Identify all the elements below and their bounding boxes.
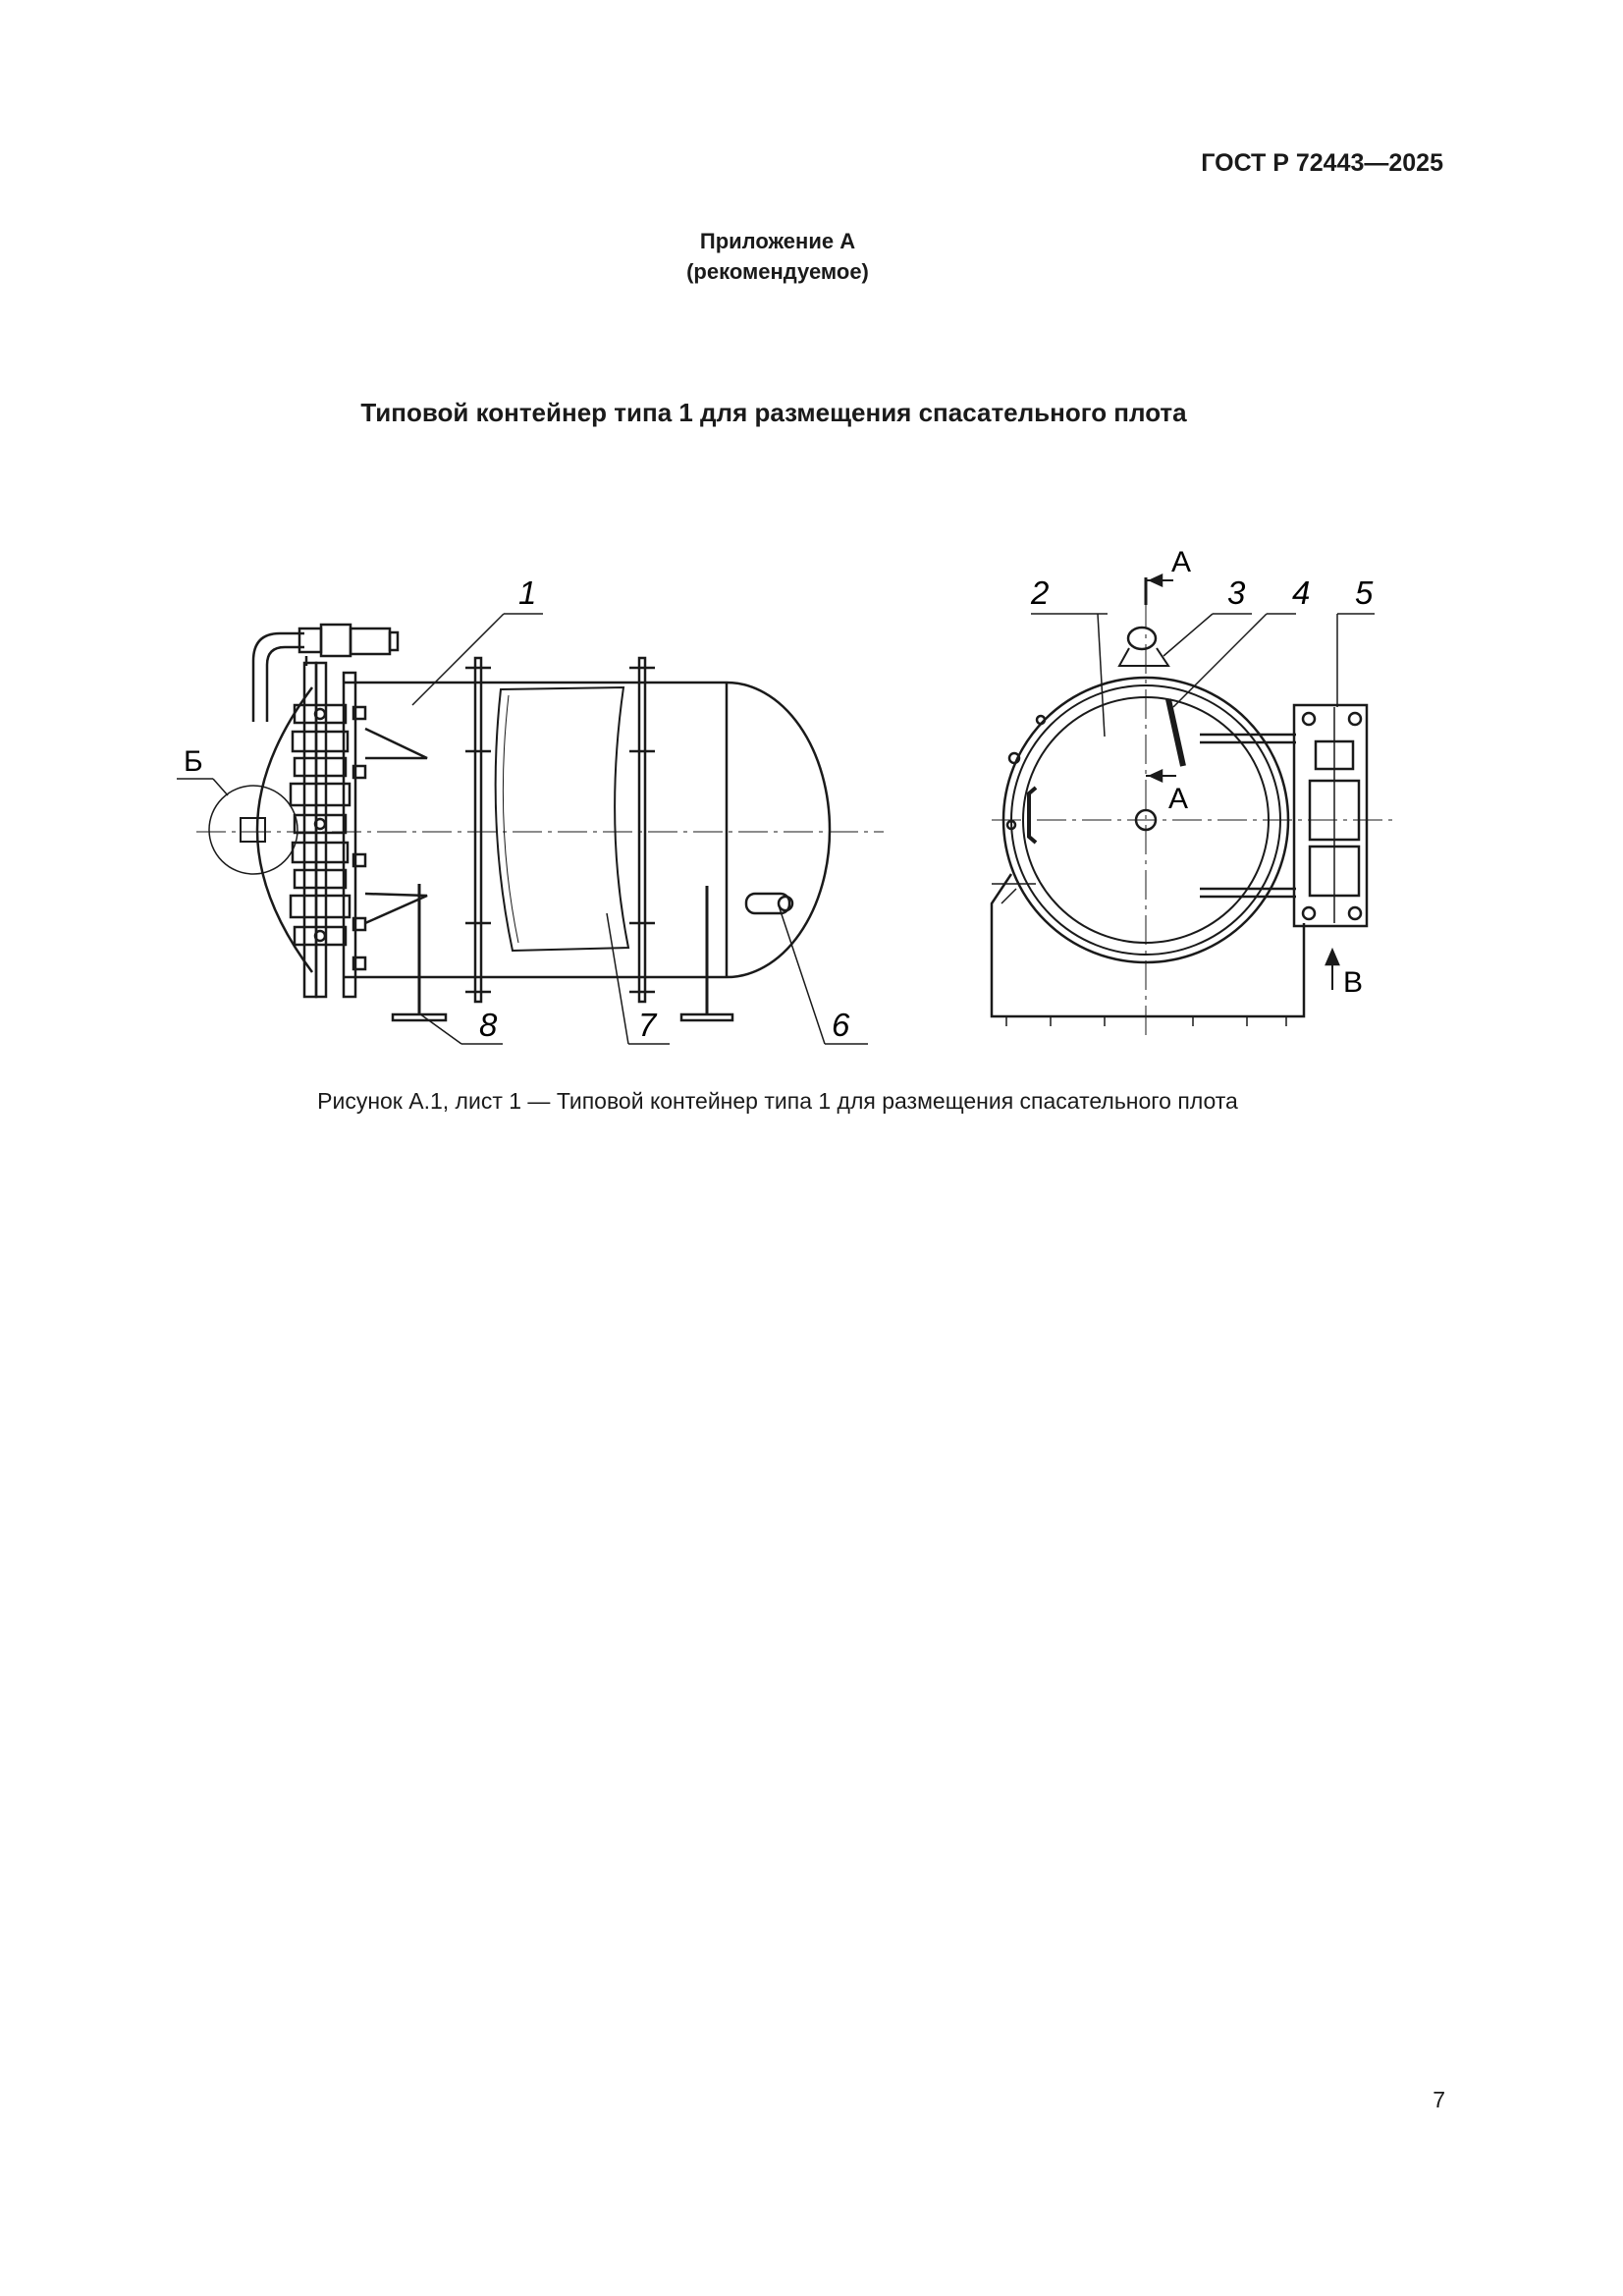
page-number: 7 bbox=[1433, 2087, 1445, 2112]
strap-band-left bbox=[475, 658, 481, 1002]
support-left-foot bbox=[393, 1014, 446, 1020]
pipe-hook-inner bbox=[267, 647, 304, 722]
detail-b-circle bbox=[209, 786, 298, 874]
label-7: 7 bbox=[638, 1007, 657, 1043]
label-4: 4 bbox=[1292, 574, 1311, 611]
upper-bracket bbox=[365, 729, 427, 758]
document-title: Типовой контейнер типа 1 для размещения спасательного плота bbox=[360, 398, 1187, 427]
label-1: 1 bbox=[518, 574, 537, 611]
lifting-eye bbox=[1128, 628, 1156, 649]
label-detail-b: Б bbox=[184, 745, 203, 778]
label-5: 5 bbox=[1355, 574, 1374, 611]
label-2: 2 bbox=[1031, 574, 1050, 611]
pipe-coupling bbox=[351, 629, 390, 654]
figure-caption: Рисунок А.1, лист 1 — Типовой контейнер типа 1 для размещения спасательного плота bbox=[317, 1088, 1238, 1114]
strap-band-right bbox=[639, 658, 645, 1002]
container-body bbox=[344, 683, 830, 977]
label-section-a-mid: А bbox=[1168, 783, 1189, 815]
label-3: 3 bbox=[1227, 574, 1246, 611]
end-view-container bbox=[992, 575, 1394, 1041]
label-8: 8 bbox=[479, 1007, 498, 1043]
support-right-foot bbox=[681, 1014, 732, 1020]
clamp-lever bbox=[1168, 699, 1183, 766]
release-unit bbox=[1294, 705, 1367, 926]
door-handle bbox=[1029, 788, 1036, 843]
drawing-canvas bbox=[0, 530, 1623, 1061]
raft-window bbox=[496, 687, 628, 951]
label-section-a-top: А bbox=[1171, 546, 1192, 578]
pipe-valve bbox=[321, 625, 351, 656]
release-mechanism bbox=[291, 705, 365, 969]
detail-b-part bbox=[241, 818, 265, 842]
appendix-title: Приложение А bbox=[699, 229, 856, 253]
pipe-fitting bbox=[299, 629, 321, 652]
appendix-subtitle: (рекомендуемое) bbox=[686, 259, 869, 284]
label-view-v: В bbox=[1343, 966, 1364, 999]
standard-code: ГОСТ Р 72443—2025 bbox=[1201, 149, 1443, 177]
side-view-container bbox=[177, 614, 884, 1044]
label-6: 6 bbox=[832, 1007, 850, 1043]
pipe-nut bbox=[390, 632, 398, 650]
technical-drawing bbox=[0, 530, 1623, 1061]
